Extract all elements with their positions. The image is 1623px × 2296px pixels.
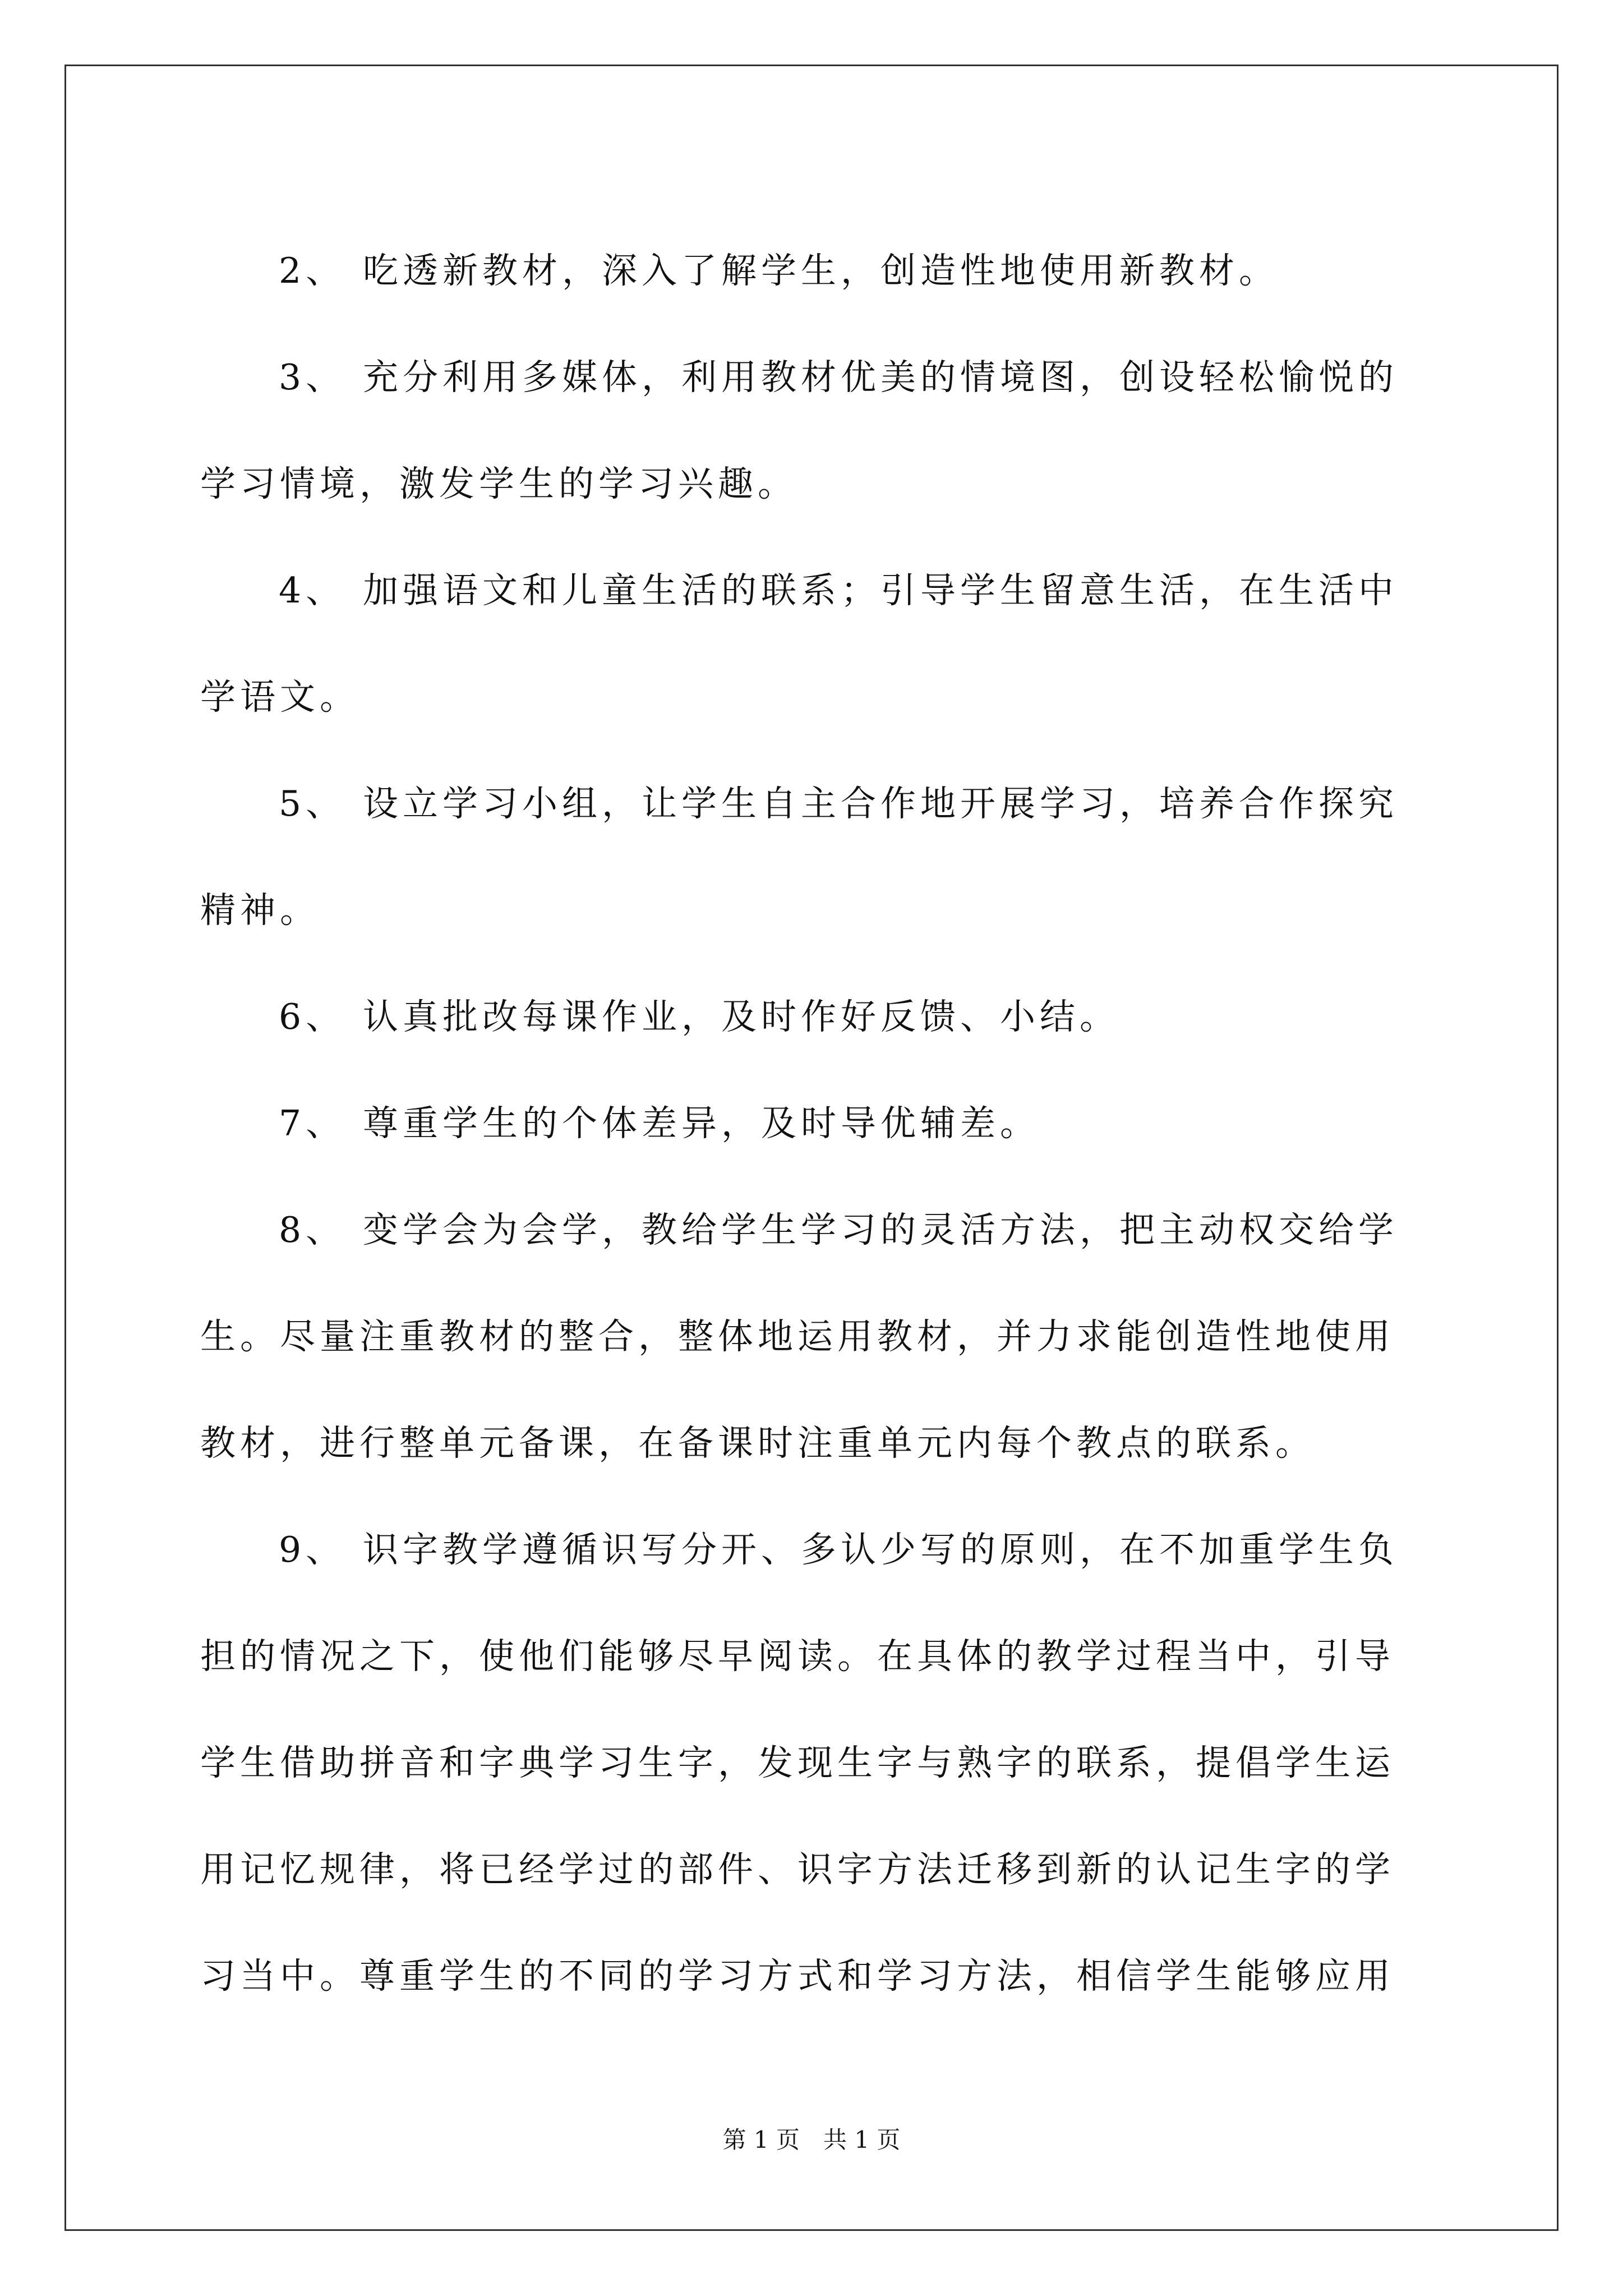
paragraph-3: [200, 324, 1426, 537]
paragraph-5: [200, 751, 1426, 964]
paragraph-text: 学语文。: [200, 677, 359, 717]
paragraph-text: 充分利用多媒体，利用教材优美的情境图，创设轻松愉悦的: [363, 357, 1398, 398]
paragraph-text: 生。尽量注重教材的整合，整体地运用教材，并力求能创造性地使用: [200, 1316, 1395, 1357]
paragraph-text: 学生借助拼音和字典学习生字，发现生字与熟字的联系，提倡学生运: [200, 1742, 1395, 1783]
paragraph-text: 习当中。尊重学生的不同的学习方式和学习方法，相信学生能够应用: [200, 1955, 1395, 1996]
paragraph-number: 5、: [279, 783, 346, 824]
paragraph-text: 认真批改每课作业，及时作好反馈、小结。: [363, 996, 1119, 1037]
paragraph-text: 担的情况之下，使他们能够尽早阅读。在具体的教学过程当中，引导: [200, 1636, 1395, 1677]
paragraph-2: [200, 218, 1426, 324]
paragraph-text: 加强语文和儿童生活的联系；引导学生留意生活，在生活中: [363, 570, 1398, 611]
paragraph-6: [200, 964, 1426, 1070]
page-number-footer: 第 1 页 共 1 页: [722, 2126, 901, 2154]
paragraph-text: 学习情境，激发学生的学习兴趣。: [200, 463, 797, 504]
paragraph-number: 2、: [279, 250, 346, 291]
paragraph-text: 识字教学遵循识写分开、多认少写的原则，在不加重学生负: [363, 1529, 1398, 1570]
paragraph-text: 变学会为会学，教给学生学习的灵活方法，把主动权交给学: [363, 1209, 1398, 1250]
paragraph-9: [200, 1497, 1426, 2030]
paragraph-4: [200, 537, 1426, 751]
paragraph-number: 9、: [279, 1529, 346, 1570]
paragraph-number: 4、: [279, 570, 346, 611]
paragraph-text: 尊重学生的个体差异，及时导优辅差。: [363, 1103, 1040, 1144]
document-body: [200, 218, 1426, 2030]
paragraph-text: 精神。: [200, 890, 320, 931]
paragraph-number: 6、: [279, 996, 346, 1037]
paragraph-7: [200, 1070, 1426, 1177]
paragraph-number: 3、: [279, 357, 346, 398]
paragraph-text: 教材，进行整单元备课，在备课时注重单元内每个教点的联系。: [200, 1423, 1315, 1464]
paragraph-text: 设立学习小组，让学生自主合作地开展学习，培养合作探究: [363, 783, 1398, 824]
paragraph-8: [200, 1177, 1426, 1497]
paragraph-text: 用记忆规律，将已经学过的部件、识字方法迁移到新的认记生字的学: [200, 1849, 1395, 1890]
paragraph-number: 7、: [279, 1103, 346, 1144]
paragraph-text: 吃透新教材，深入了解学生，创造性地使用新教材。: [363, 250, 1279, 291]
paragraph-number: 8、: [279, 1209, 346, 1250]
